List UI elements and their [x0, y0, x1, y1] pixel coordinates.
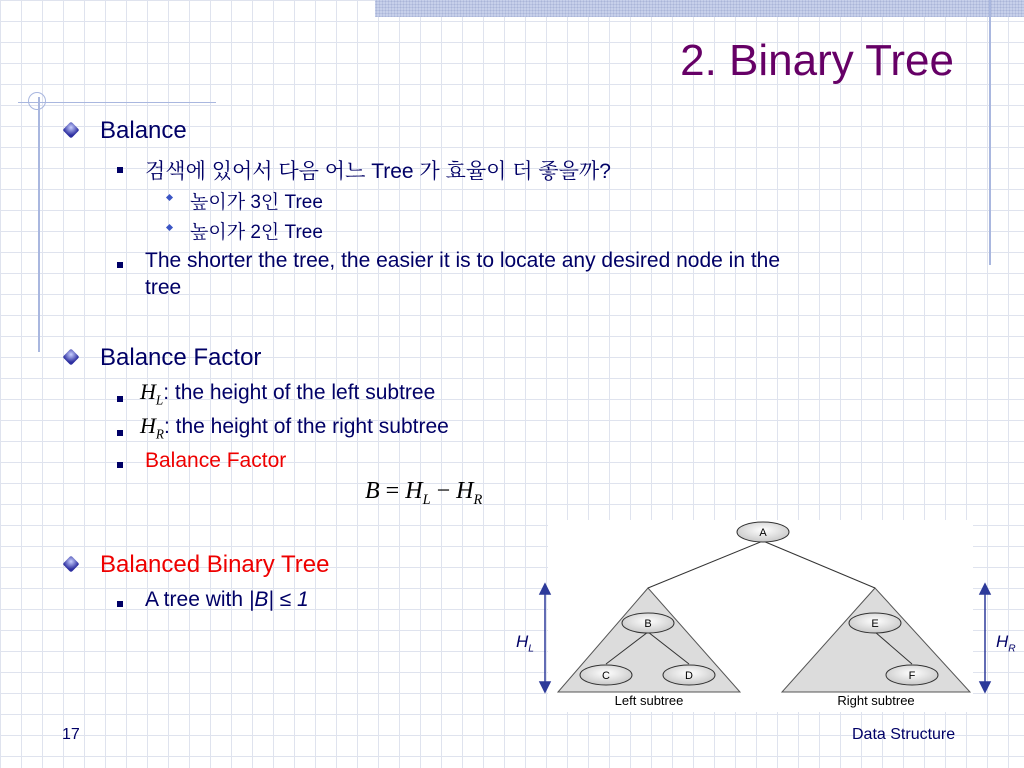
tree-with-expr: |B| ≤ 1	[248, 588, 309, 611]
subitem-height-3: 높이가 3인 Tree	[190, 192, 323, 213]
hr-text: : the height of the right subtree	[163, 415, 449, 438]
edge-a-b	[648, 541, 763, 588]
hl-sub: L	[155, 392, 164, 408]
formula-b: B	[365, 478, 380, 504]
subitem-height-2: 높이가 2인 Tree	[190, 222, 323, 243]
right-subtree-triangle	[782, 588, 970, 692]
edge-a-e	[763, 541, 875, 588]
formula-minus: −	[436, 478, 451, 504]
bullet-balance-factor: Balance Factor	[145, 449, 287, 472]
heading-balance-factor: Balance Factor	[100, 344, 262, 371]
hr-sub: R	[155, 426, 164, 442]
slide-title: 2. Binary Tree	[680, 36, 954, 85]
hl-arrow-down-icon	[540, 682, 550, 692]
node-e-label: E	[871, 618, 879, 630]
hl-text: : the height of the left subtree	[163, 381, 436, 404]
hr-label	[996, 632, 1016, 654]
footer-course-name: Data Structure	[852, 726, 956, 743]
bullet-shorter-tree: The shorter the tree, the easier it is to locate any desired node in the	[145, 249, 781, 272]
tree-with-prefix: A tree with	[145, 588, 249, 611]
formula-hr: H	[456, 478, 474, 504]
hr-label-h: H	[996, 632, 1009, 651]
hl-arrow-up-icon	[540, 584, 550, 594]
left-subtree-label: Left subtree	[614, 693, 684, 708]
hr-arrow-down-icon	[980, 682, 990, 692]
footer-page-number: 17	[62, 726, 80, 743]
heading-balanced-binary-tree: Balanced Binary Tree	[100, 551, 330, 578]
right-subtree-label: Right subtree	[837, 693, 915, 708]
node-f-label: F	[908, 670, 916, 682]
formula-hl-sub: L	[422, 491, 431, 508]
node-b-label: B	[644, 618, 652, 630]
node-d-label: D	[685, 670, 693, 682]
formula-hr-sub: R	[473, 491, 483, 508]
hr-symbol: H	[140, 413, 156, 438]
hl-label-sub: L	[528, 643, 534, 655]
formula-eq: =	[385, 478, 400, 504]
bullet-shorter-tree-cont: tree	[145, 276, 182, 299]
heading-balance: Balance	[100, 117, 187, 144]
hr-label-sub: R	[1008, 643, 1016, 655]
hl-symbol: H	[140, 379, 156, 404]
hl-label-h: H	[516, 632, 529, 651]
bullet-question: 검색에 있어서 다음 어느 Tree 가 효율이 더 좋을까?	[145, 160, 611, 183]
hl-label	[516, 632, 534, 654]
formula-hl: H	[405, 478, 423, 504]
node-c-label: C	[602, 670, 610, 682]
hr-arrow-up-icon	[980, 584, 990, 594]
node-a-label: A	[759, 527, 767, 539]
